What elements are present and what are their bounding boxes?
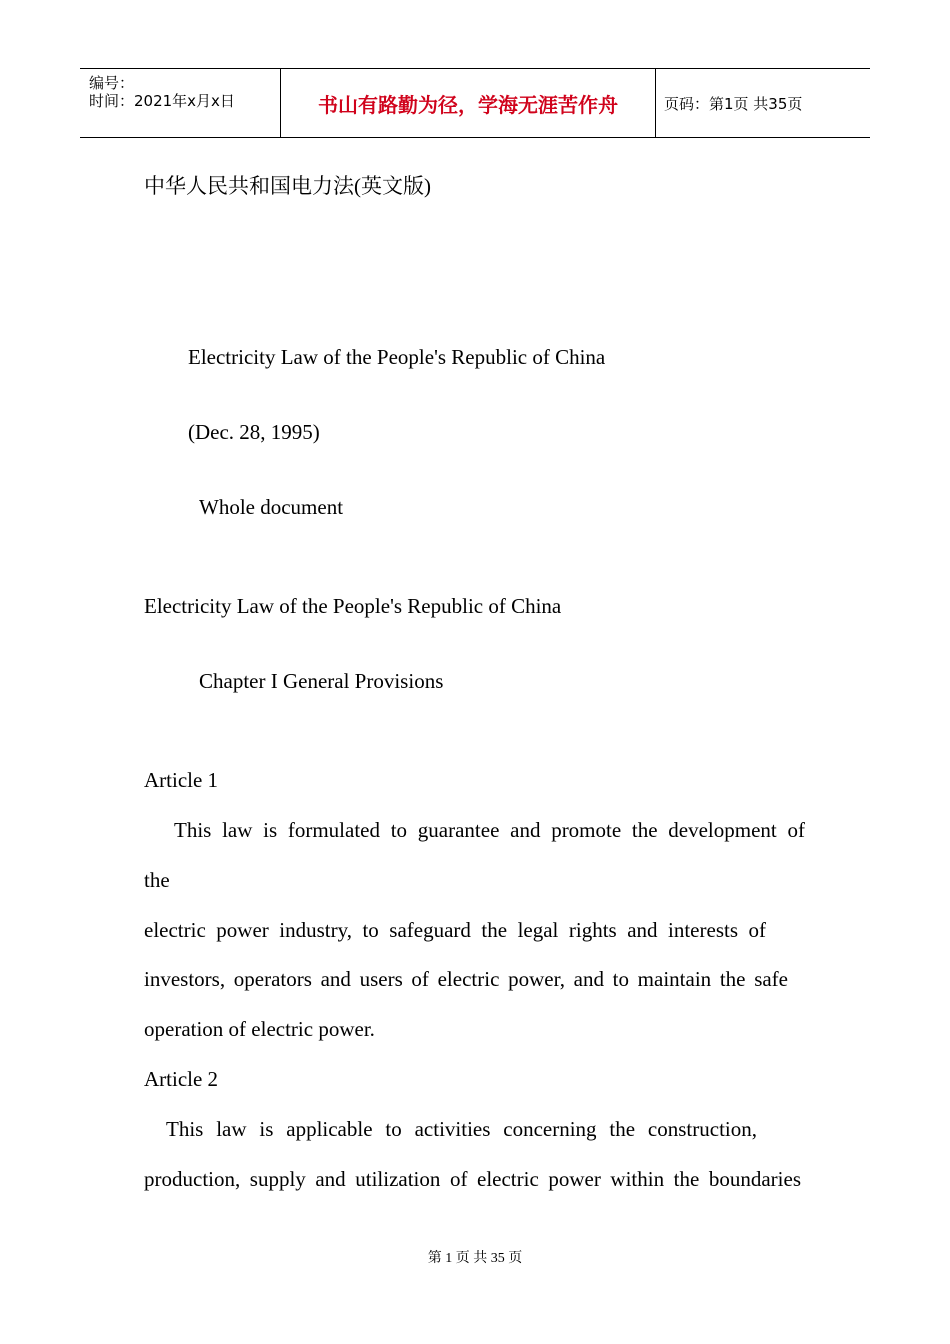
article-2-line: production, supply and utilization of electric power within the boundaries: [144, 1167, 801, 1191]
article-1-line: This law is formulated to guarantee and promote the development of: [174, 818, 805, 842]
article-2-line: This law is applicable to activities concerning the construction,: [166, 1117, 757, 1141]
header-meta-cell: [80, 69, 280, 137]
article-1-heading: Article 1: [144, 768, 219, 792]
article-1-line: investors, operators and users of electric power, and to maintain the safe: [144, 967, 788, 991]
chapter-heading: Chapter I General Provisions: [199, 669, 444, 693]
document-title: Electricity Law of the People's Republic of China: [188, 345, 606, 369]
page-footer: 第 1 页 共 35 页: [427, 1251, 523, 1266]
whole-document-label: Whole document: [199, 495, 344, 519]
header-motto-cell: [280, 69, 656, 137]
article-2-heading: Article 2: [144, 1067, 219, 1091]
law-title: Electricity Law of the People's Republic of China: [144, 594, 562, 618]
chinese-title: 中华人民共和国电力法(英文版): [144, 174, 431, 198]
page-number-label: 页码：第1页 共35页: [664, 94, 803, 113]
time-label: 时间：2021年x月x日: [89, 92, 235, 110]
document-date: (Dec. 28, 1995): [188, 420, 320, 444]
page-header: [80, 68, 870, 138]
motto-text: 书山有路勤为径，学海无涯苦作舟: [318, 92, 618, 117]
article-1-line: the: [144, 868, 170, 892]
header-page-cell: [655, 69, 870, 137]
article-1-line: electric power industry, to safeguard the legal rights and interests of: [144, 918, 766, 942]
article-1-line: operation of electric power.: [144, 1017, 375, 1041]
number-label: 编号：: [89, 74, 135, 92]
